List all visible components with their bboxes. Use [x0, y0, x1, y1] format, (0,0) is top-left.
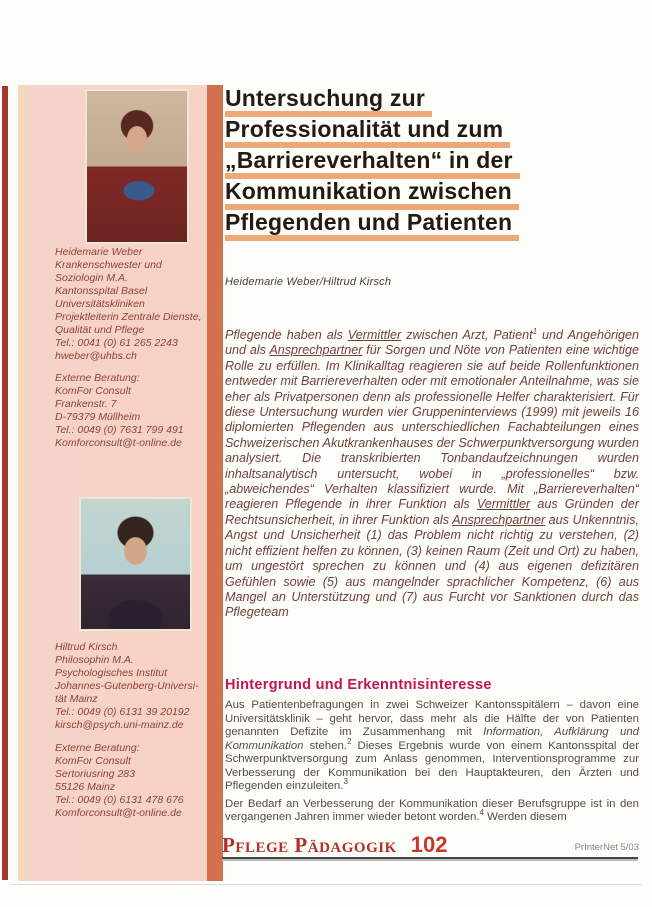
page-footer [222, 830, 639, 856]
sidebar-info-line: KomFor Consult [55, 385, 131, 397]
footer-issue-label: PrInterNet 5/03 [574, 842, 639, 853]
sidebar-info-line: Tel.: 0049 (0) 7631 799 491 [55, 424, 184, 436]
sidebar-info-line: Kantonsspital Basel [55, 285, 148, 297]
sidebar-info-line: Psychologisches Institut [55, 667, 168, 679]
sidebar-info-line: Sertoriusring 283 [55, 768, 135, 780]
sidebar-info-line: Tel.: 0049 (0) 6131 39 20192 [55, 706, 190, 718]
sidebar-info-line: Komforconsult@t-online.de [55, 807, 182, 819]
sidebar-info-line: Frankenstr. 7 [55, 398, 117, 410]
body-paragraph-2: Der Bedarf an Verbesserung der Kommunikation dieser Berufsgruppe ist in den vergangenen Jahren immer wieder betont worden.$^4$ Werden diesem [225, 797, 639, 823]
author2-consulting [55, 742, 207, 820]
footer-rule [222, 857, 638, 861]
sidebar-info-line: Krankenschwester und [55, 259, 162, 271]
article-title-line [225, 210, 645, 241]
article-title-text: Pflegenden und Patienten [225, 210, 519, 241]
portrait-photo-heidemarie-weber [85, 89, 189, 244]
sidebar-info-line: Tel.: 0041 (0) 61 265 2243 [55, 337, 178, 349]
sidebar-info-line: KomFor Consult [55, 755, 131, 767]
author1-bio [55, 246, 207, 363]
sidebar-info-line: Projektleiterin Zentrale Dienste, [55, 311, 202, 323]
author1-consulting [55, 372, 207, 450]
sidebar-info-line: Universitätskliniken [55, 298, 145, 310]
abstract-paragraph: Pflegende haben als Vermittler zwischen Arzt, Patient$^1$ und Angehörigen und als Ansprechpartner für Sorgen und Nöte von Patienten eine wichtige Rolle zu erfüllen. Im Klinikalltag reagieren sie auf beide Rollenfunktionen entweder mit Barriereverhalten oder mit emotionaler Anteilnahme, was sie eher als Privatpersonen denn als professionelle Helfer charakterisiert. Für diese Untersuchung wurden vier Gruppeninterviews (1999) mit jeweils 16 diplomierten Pflegenden aus unterschiedlichen Fachabteilungen eines Schweizerischen Akutkrankenhauses der Schwerpunktversorgung wurden analysiert. Die transkribierten Tonbandaufzeichnungen wurden inhaltsanalytisch untersucht, wobei in „professionelles“ bzw. „abweichendes“ Verhalten klassifiziert wurde. Mit „Barriereverhalten“ reagieren Pflegende in ihrer Funktion als Vermittler aus Gründen der Rechtsunsicherheit, in ihrer Funktion als Ansprechpartner aus Unkenntnis, Angst und Unsicherheit (1) das Problem nicht richtig zu verstehen, (2) nicht effizient helfen zu können, (3) keinen Raum (Zeit und Ort) zu haben, um ungestört sprechen zu können und (4) aus eigenen defizitären Gefühlen sowie (5) aus mangelnder sprachlicher Kompetenz, (6) aus Mangel an Unterstützung und (7) aus Furcht vor Sanktionen durch das Pflegeteam [225, 326, 640, 620]
sidebar-info-line: Heidemarie Weber [55, 246, 143, 258]
sidebar-info-line: Hiltrud Kirsch [55, 641, 118, 653]
body-text [225, 699, 639, 829]
footer-section-label: Pflege Pädagogik [222, 833, 397, 857]
sidebar-info-line: kirsch@psych.uni-mainz.de [55, 719, 184, 731]
sidebar-info-line: Soziologin M.A. [55, 272, 128, 284]
sidebar-info-line: tät Mainz [55, 693, 98, 705]
article-title-line [225, 117, 645, 148]
footer-page-number: 102 [410, 832, 448, 857]
sidebar-info-line: Qualität und Pflege [55, 324, 145, 336]
sidebar-info-line: Johannes-Gutenberg-Universi- [55, 680, 199, 692]
sidebar-info-line: Externe Beratung: [55, 742, 140, 754]
article-title-text: „Barriereverhalten“ in der [225, 148, 520, 179]
portrait-photo-hiltrud-kirsch [79, 497, 192, 631]
sidebar-info-line: Philosophin M.A. [55, 654, 134, 666]
section-heading: Hintergrund und Erkenntnisinteresse [225, 677, 492, 693]
author2-bio [55, 641, 207, 732]
article-title-text: Professionalität und zum [225, 117, 510, 148]
article-title-line [225, 86, 645, 117]
article-title-text: Kommunikation zwischen [225, 179, 519, 210]
sidebar-info-line: 55126 Mainz [55, 781, 116, 793]
article-title-line [225, 148, 645, 179]
sidebar-info-line: Komforconsult@t-online.de [55, 437, 182, 449]
byline: Heidemarie Weber/Hiltrud Kirsch [225, 276, 392, 288]
panel-bottom-shadow [10, 884, 642, 885]
article-title-line [225, 179, 645, 210]
sidebar-info-line: D-79379 Müllheim [55, 411, 141, 423]
body-paragraph-1: Aus Patientenbefragungen in zwei Schweizer Kantonsspitälern – davon eine Universitätsklinik – geht hervor, dass mehr als die Hälfte der von Patienten genannten Defizite im Zusammenhang mit Information, Aufklärung und Kommunikation stehen.$^2$ Dieses Ergebnis wurde von einem Kantonsspital der Schwerpunktversorgung zum Anlass genommen, Interventionsprogramme zur Verbesserung der Kommunikation bei den Hauptakteuren, den Ärzten und Pflegenden einzuleiten.$^3$ [225, 699, 639, 792]
sidebar-info-line: Externe Beratung: [55, 372, 140, 384]
sidebar-divider-bar [207, 85, 223, 881]
left-accent-bar [2, 86, 8, 880]
sidebar-info-line: hweber@uhbs.ch [55, 350, 137, 362]
sidebar-info-line: Tel.: 0049 (0) 6131 478 676 [55, 794, 184, 806]
article-title-text: Untersuchung zur [225, 86, 432, 117]
article-title [225, 86, 645, 241]
